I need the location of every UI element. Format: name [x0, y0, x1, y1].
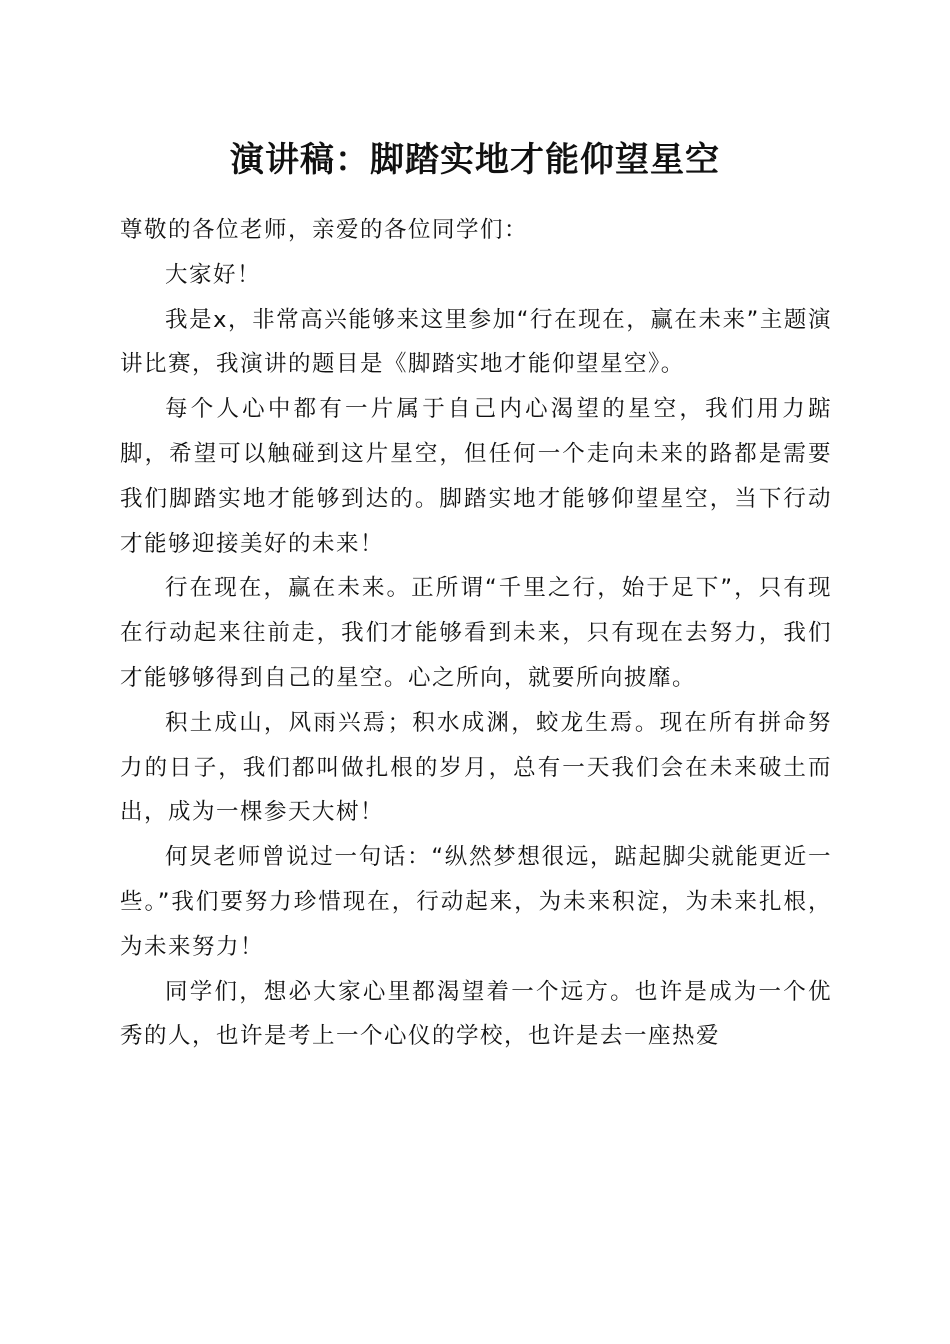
document-body: [120, 208, 832, 1059]
paragraph: 同学们，想必大家心里都渴望着一个远方。也许是成为一个优秀的人，也许是考上一个心仪的学校，也许是去一座热爱: [120, 978, 832, 1050]
paragraph: 我是x，非常高兴能够来这里参加“行在现在，赢在未来”主题演讲比赛，我演讲的题目是《脚踏实地才能仰望星空》。: [120, 306, 832, 378]
paragraph: 行在现在，赢在未来。正所谓“千里之行，始于足下”，只有现在行动起来往前走，我们才能够看到未来，只有现在去努力，我们才能够够得到自己的星空。心之所向，就要所向披靡。: [120, 575, 832, 691]
paragraph: 每个人心中都有一片属于自己内心渴望的星空，我们用力踮脚，希望可以触碰到这片星空，但任何一个走向未来的路都是需要我们脚踏实地才能够到达的。脚踏实地才能够仰望星空，当下行动才能够迎接美好的未来！: [120, 396, 832, 557]
paragraph: 大家好！: [165, 261, 262, 288]
paragraph: 何炅老师曾说过一句话：“纵然梦想很远，踮起脚尖就能更近一些。”我们要努力珍惜现在，行动起来，为未来积淀，为未来扎根，为未来努力！: [120, 844, 832, 960]
salutation: 尊敬的各位老师，亲爱的各位同学们：: [120, 217, 529, 243]
page-title: 演讲稿：脚踏实地才能仰望星空: [230, 140, 720, 180]
paragraph: 积土成山，风雨兴焉；积水成渊，蛟龙生焉。现在所有拼命努力的日子，我们都叫做扎根的岁月，总有一天我们会在未来破土而出，成为一棵参天大树！: [120, 709, 832, 826]
